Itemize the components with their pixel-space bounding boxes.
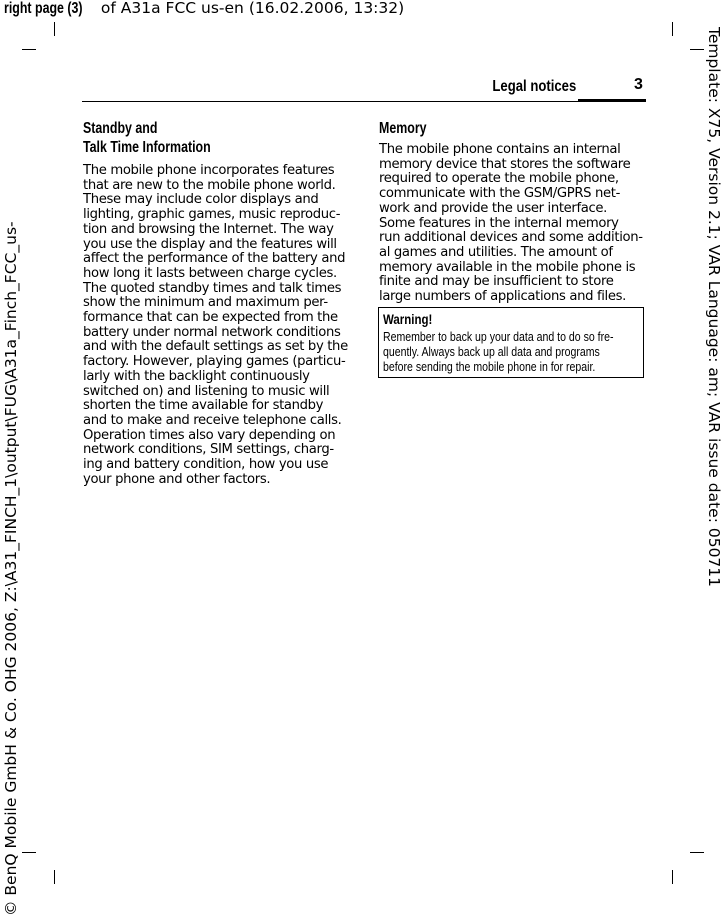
text-line: finite and may be insufficient to store xyxy=(379,274,614,290)
section-title: Legal notices xyxy=(492,78,576,95)
print-job-page: right page (3) xyxy=(4,0,83,17)
text-line: Some features in the internal memory xyxy=(379,215,619,231)
crop-mark xyxy=(54,870,55,884)
template-info: Template: X75, Version 2.1; VAR Language: am; VAR issue date: 050711 xyxy=(705,27,723,588)
right-body-text xyxy=(379,143,643,305)
text-line: large numbers of applications and files. xyxy=(379,289,627,305)
text-line: run additional devices and some addition- xyxy=(379,230,643,246)
print-job-info: of A31a FCC us-en (16.02.2006, 13:32) xyxy=(96,0,405,17)
text-line: al games and utilities. The amount of xyxy=(379,244,613,260)
copyright-path: © BenQ Mobile GmbH & Co. OHG 2006, Z:\A31_FINCH_1\output\FUG\A31a_Finch_FCC_us- xyxy=(2,221,20,916)
page-number: 3 xyxy=(634,76,643,93)
text-line: memory available in the mobile phone is xyxy=(379,259,636,275)
warning-title: Warning! xyxy=(383,311,433,327)
crop-mark xyxy=(22,852,36,853)
header-rule-accent xyxy=(578,99,646,102)
text-line: and with the default settings as set by the xyxy=(83,339,348,355)
text-line: that are new to the mobile phone world. xyxy=(83,177,336,193)
text-line: required to operate the mobile phone, xyxy=(379,171,619,187)
text-line: ing and battery condition, how you use xyxy=(83,457,329,473)
text-line: communicate with the GSM/GPRS net- xyxy=(379,186,621,202)
left-heading-line-1: Standby and xyxy=(83,120,158,137)
text-line: work and provide the user interface. xyxy=(379,200,608,216)
text-line: shorten the time available for standby xyxy=(83,398,324,414)
text-line: lighting, graphic games, music reproduc- xyxy=(83,207,341,223)
right-heading: Memory xyxy=(379,120,427,137)
warning-text-line: Remember to back up your data and to do so fre- xyxy=(383,329,614,344)
text-line: switched on) and listening to music will xyxy=(83,383,330,399)
text-line: The quoted standby times and talk times xyxy=(83,280,342,296)
text-line: The mobile phone contains an internal xyxy=(379,142,621,157)
text-line: tion and browsing the Internet. The way xyxy=(83,221,334,237)
crop-mark xyxy=(672,22,673,36)
text-line: you use the display and the features will xyxy=(83,236,337,252)
text-line: show the minimum and maximum per- xyxy=(83,295,328,311)
text-line: formance that can be expected from the xyxy=(83,310,338,326)
crop-mark xyxy=(672,870,673,884)
header-rule xyxy=(82,101,646,102)
text-line: your phone and other factors. xyxy=(83,471,271,487)
warning-text-line: before sending the mobile phone in for repair. xyxy=(383,359,596,374)
text-line: The mobile phone incorporates features xyxy=(83,163,335,178)
left-body-text xyxy=(83,164,348,487)
text-line: larly with the backlight continuously xyxy=(83,368,310,384)
print-job-line xyxy=(4,0,404,19)
text-line: factory. However, playing games (particu- xyxy=(83,354,346,370)
text-line: affect the performance of the battery and xyxy=(83,251,346,267)
text-line: how long it lasts between charge cycles. xyxy=(83,265,337,281)
text-line: memory device that stores the software xyxy=(379,156,631,172)
crop-mark xyxy=(54,22,55,36)
text-line: and to make and receive telephone calls. xyxy=(83,412,342,428)
crop-mark xyxy=(22,49,36,50)
text-line: battery under normal network conditions xyxy=(83,324,341,340)
warning-text-line: quently. Always back up all data and programs xyxy=(383,344,600,359)
text-line: These may include color displays and xyxy=(83,192,319,208)
text-line: Operation times also vary depending on xyxy=(83,427,336,443)
crop-mark xyxy=(690,852,704,853)
crop-mark xyxy=(690,49,704,50)
page-header xyxy=(474,76,576,96)
text-line: network conditions, SIM settings, charg- xyxy=(83,442,334,458)
left-heading-line-2: Talk Time Information xyxy=(83,139,211,156)
